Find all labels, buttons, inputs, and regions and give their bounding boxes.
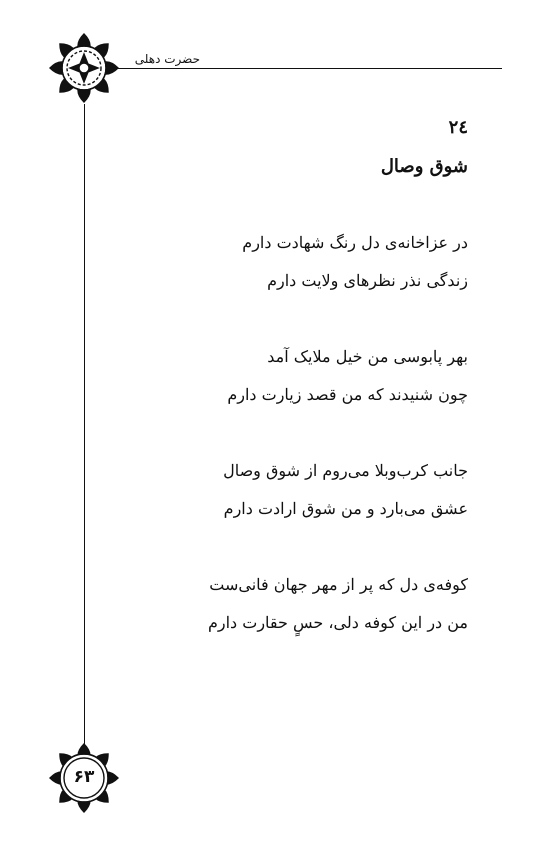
poem-number: ۲٤ [448,117,468,138]
header-rule [118,68,502,69]
top-ornament-icon [46,30,122,106]
margin-rule [84,104,85,744]
stanza-3 [138,452,468,528]
verse-line: من در این کوفه دلی، حسٍ حقارت دارم [207,613,468,632]
verse-line: زندگی نذر نظرهای ولایت دارم [267,271,468,290]
verse-line: چون شنیدند که من قصد زیارت دارم [227,385,468,404]
stanza-2 [138,338,468,414]
verse-line: جانب کرب‌وبلا می‌روم از شوق وصال [223,461,468,480]
verse-line: بهر پابوسی من خیل ملایک آمد [267,347,468,366]
stanza-4 [138,566,468,642]
verse-line: در عزاخانه‌ی دل رنگ شهادت دارم [242,233,468,252]
running-header: حضرت دهلی [134,52,200,66]
poem [138,112,468,642]
poem-title: شوق وصال [380,156,468,177]
verse-line: عشق می‌بارد و من شوق ارادت دارم [223,499,468,518]
stanza-1 [138,224,468,300]
page-number: ۶۳ [73,767,95,787]
verse-line: کوفه‌ی دل که پر از مهر جهان فانی‌ست [209,575,468,594]
